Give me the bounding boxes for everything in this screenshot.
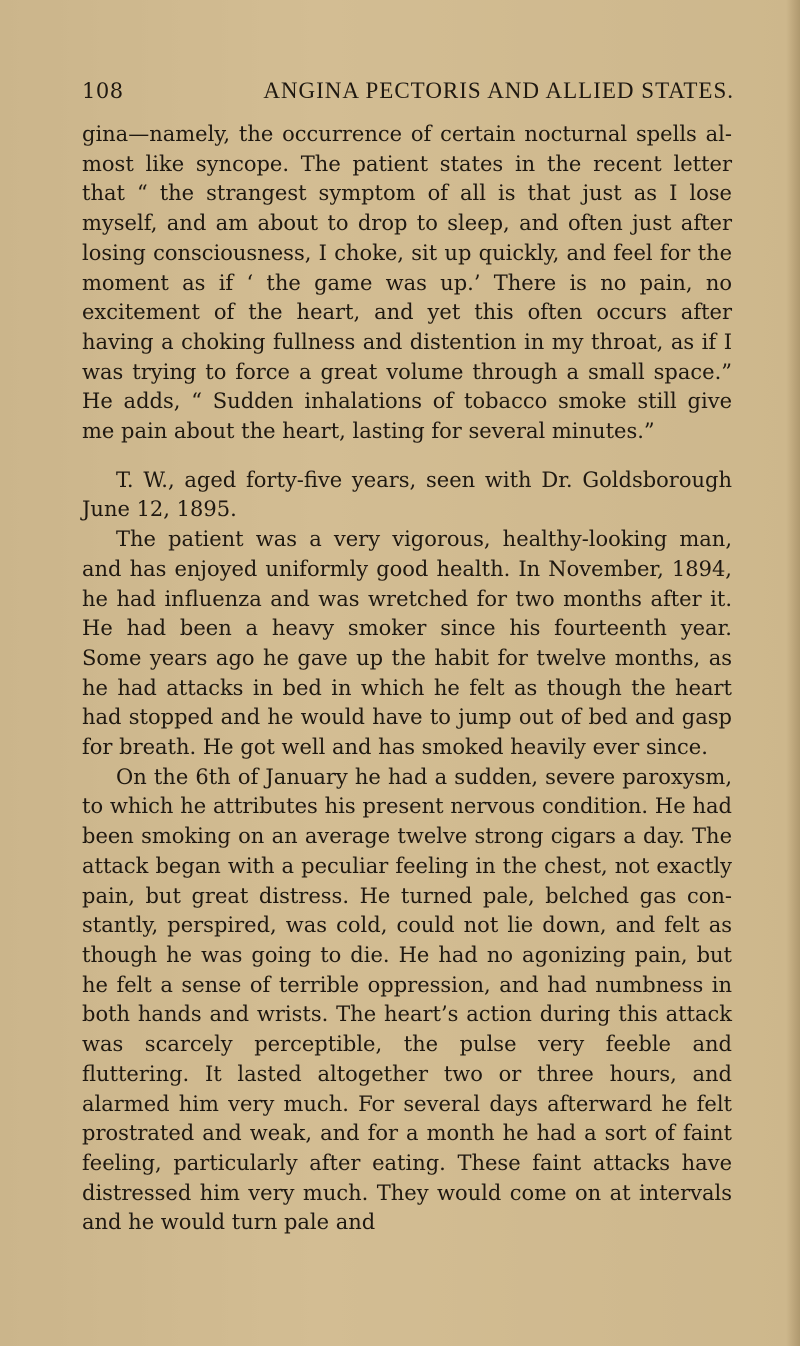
running-head bbox=[82, 76, 734, 106]
paragraph: The patient was a very vigorous, healthy-looking man, and has enjoyed uniformly good health. In November, 1894, he had influenza and was wretched for two months after it. He had been a heavy smoker since his fourteenth year. Some years ago he gave up the habit for twelve months, as he had attacks in bed in which he felt as though the heart had stopped and he would have to jump out of bed and gasp for breath. He got well and has smoked heavily ever since. bbox=[82, 527, 732, 760]
paragraph: On the 6th of January he had a sudden, severe paroxysm, to which he attributes his present nervous condition. He had been smoking on an average twelve strong cigars a day. The attack began with a peculiar feeling in the chest, not exactly pain, but great distress. He turned pale, belched gas constantly, perspired, was cold, could not lie down, and felt as though he was going to die. He had no agonizing pain, but he felt a sense of terrible oppression, and had numbness in both hands and wrists. The heart’s action during this attack was scarcely perceptible, the pulse very feeble and fluttering. It lasted altogether two or three hours, and alarmed him very much. For several days afterward he felt prostrated and weak, and for a month he had a sort of faint feeling, particularly after eating. These faint attacks have distressed him very much. They would come on at intervals and he would turn pale and bbox=[82, 764, 732, 1235]
running-head-title: ANGINA PECTORIS AND ALLIED STATES. bbox=[263, 78, 734, 103]
case-heading-paragraph: T. W., aged forty-five years, seen with Dr. Goldsborough June 12, 1895. bbox=[82, 467, 732, 522]
body-text bbox=[82, 120, 732, 1238]
page-edge-shadow bbox=[786, 0, 800, 1346]
paragraph-continuation: gina—namely, the occurrence of certain nocturnal spells almost like syncope. The patient states in the recent letter that “ the strangest symptom of all is that just as I lose myself, and am about to drop to sleep, and often just after losing consciousness, I choke, sit up quickly, and feel for the moment as if ‘ the game was up.’ There is no pain, no excitement of the heart, and yet this often occurs after having a choking fullness and distention in my throat, as if I was trying to force a great volume through a small space.” He adds, “ Sudden inhalations of tobacco smoke still give me pain about the heart, lasting for several minutes.” bbox=[82, 122, 732, 444]
page-number: 108 bbox=[82, 79, 124, 103]
